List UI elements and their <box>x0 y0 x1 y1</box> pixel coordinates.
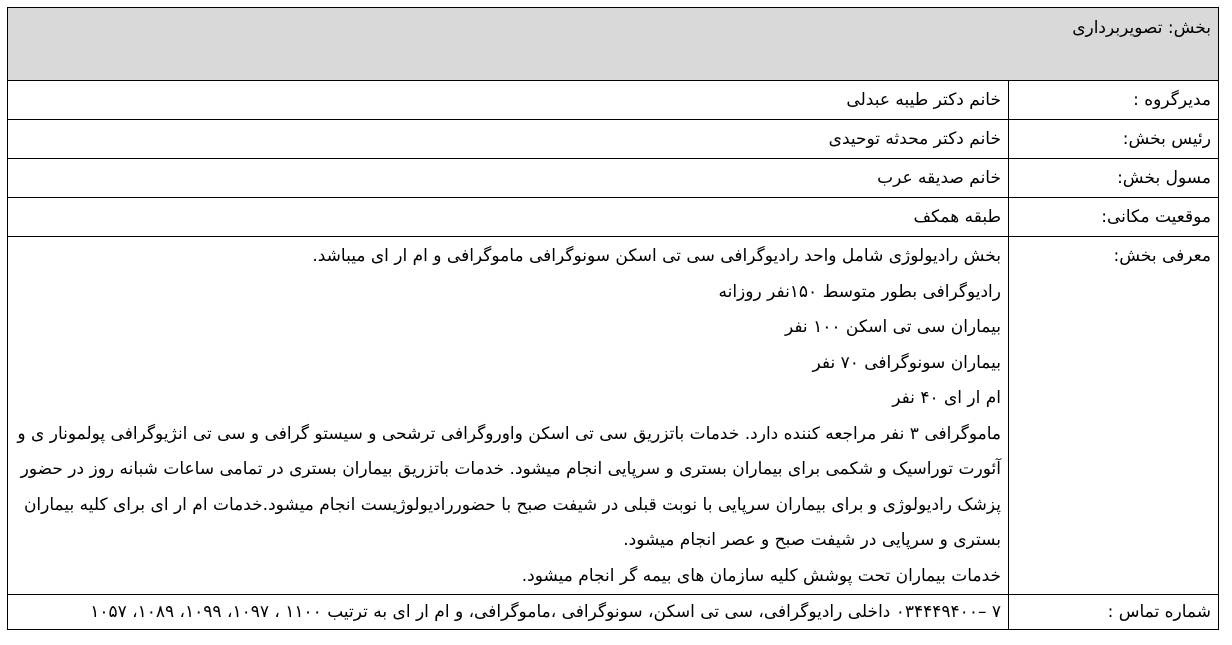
group-manager-value: خانم دکتر طیبه عبدلی <box>8 81 1009 120</box>
intro-line: بیماران سونوگرافی ۷۰ نفر <box>812 352 1001 373</box>
location-value: طبقه همکف <box>8 198 1009 237</box>
intro-paragraph: ماموگرافی ۳ نفر مراجعه کننده دارد. خدمات باتزریق سی تی اسکن واوروگرافی ترشحی و سیستو گرافی و سی تی انژیوگرافی پولمونار ی و آئورت توراسیک و شکمی برای بیماران بستری و سرپایی انجام میشود. خدمات باتزریق بیماران بستری در تمامی ساعات شبانه روز در حضور پزشک رادیولوژی و برای بیماران سرپایی با نوبت قبلی در شیفت صبح با حضوررادیولوژیست انجام میشود.خدمات ام ار ای برای کلیه بیماران بستری و سرپایی در شیفت صبح و عصر انجام میشود. <box>17 423 1001 550</box>
introduction-value <box>8 237 1009 595</box>
intro-line: ام ار ای ۴۰ نفر <box>892 388 1001 408</box>
location-label: موقعیت مکانی: <box>1009 198 1219 237</box>
contact-value: ۷ –۰۳۴۴۴۹۴۰۰ داخلی رادیوگرافی، سی تی اسکن، سونوگرافی ،ماموگرافی، و ام ار ای به ترتیب ۱۱۰۰ ، ۱۰۹۷، ۱۰۹۹، ۱۰۸۹، ۱۰۵۷ <box>8 595 1009 630</box>
department-title: بخش: تصویربرداری <box>8 8 1219 81</box>
table-row-location <box>8 198 1219 237</box>
intro-line: بخش رادیولوژی شامل واحد رادیوگرافی سی تی اسکن سونوگرافی ماموگرافی و ام ار ای میباشد. <box>312 246 1001 266</box>
header-row <box>8 8 1219 81</box>
supervisor-value: خانم صدیقه عرب <box>8 159 1009 198</box>
contact-label: شماره تماس : <box>1009 595 1219 630</box>
introduction-label: معرفی بخش: <box>1009 237 1219 595</box>
department-info-table <box>7 7 1219 630</box>
intro-line: رادیوگرافی بطور متوسط ۱۵۰نفر روزانه <box>718 281 1001 302</box>
intro-line: خدمات بیماران تحت پوشش کلیه سازمان های بیمه گر انجام میشود. <box>521 565 1001 586</box>
department-head-value: خانم دکتر محدثه توحیدی <box>8 120 1009 159</box>
group-manager-label: مدیرگروه : <box>1009 81 1219 120</box>
table-row-introduction <box>8 237 1219 595</box>
supervisor-label: مسول بخش: <box>1009 159 1219 198</box>
department-head-label: رئیس بخش: <box>1009 120 1219 159</box>
table-row-contact <box>8 595 1219 630</box>
table-row-head <box>8 120 1219 159</box>
table-row-supervisor <box>8 159 1219 198</box>
intro-line: بیماران سی تی اسکن ۱۰۰ نفر <box>784 317 1001 337</box>
table-row-manager <box>8 81 1219 120</box>
